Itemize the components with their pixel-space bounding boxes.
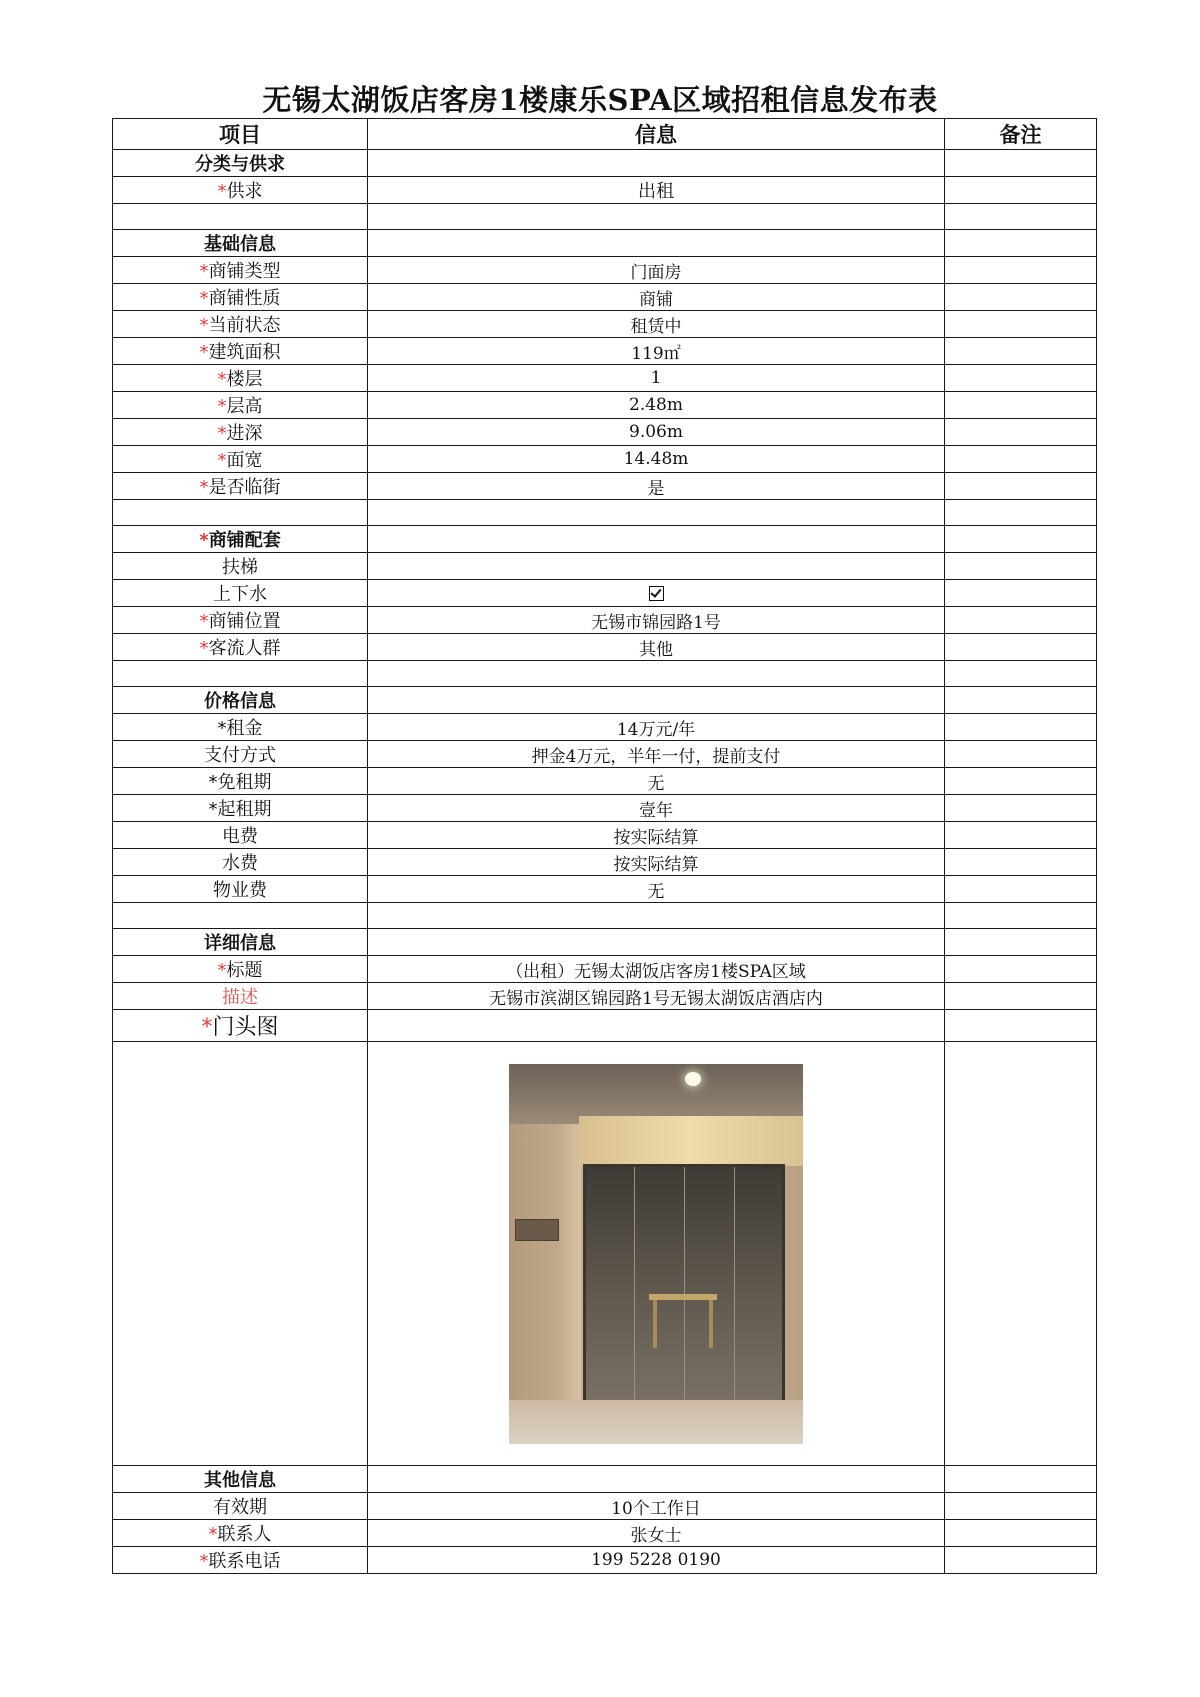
- row-label: [113, 473, 368, 500]
- row-note: [945, 150, 1097, 177]
- photo-row: [113, 1042, 1097, 1466]
- row-value: [368, 661, 945, 687]
- label-text: 上下水: [213, 584, 267, 605]
- row-value: （出租）无锡太湖饭店客房1楼SPA区域: [368, 956, 945, 983]
- required-star: *: [217, 450, 227, 471]
- row-value: 壹年: [368, 795, 945, 822]
- table-row: [113, 741, 1097, 768]
- row-label: [113, 1466, 368, 1493]
- table-row: [113, 661, 1097, 687]
- row-value: [368, 526, 945, 553]
- table-row: [113, 230, 1097, 257]
- row-value: [368, 553, 945, 580]
- table-row: [113, 1010, 1097, 1042]
- label-text: 基础信息: [204, 234, 276, 255]
- row-note: [945, 741, 1097, 768]
- required-star: *: [199, 530, 209, 551]
- label-text: 标题: [226, 960, 263, 981]
- row-value: 2.48m: [368, 392, 945, 419]
- row-note: [945, 1042, 1097, 1466]
- row-label: [113, 956, 368, 983]
- table-row: [113, 526, 1097, 553]
- row-value: [368, 1010, 945, 1042]
- row-note: [945, 1493, 1097, 1520]
- table-header-row: [113, 119, 1097, 150]
- row-value: 按实际结算: [368, 822, 945, 849]
- storefront-photo-cell: [368, 1042, 945, 1466]
- label-text: 供求: [226, 181, 263, 202]
- row-label: [113, 311, 368, 338]
- header-note: 备注: [945, 119, 1097, 150]
- table-row: [113, 500, 1097, 526]
- header-item: 项目: [113, 119, 368, 150]
- row-label: [113, 876, 368, 903]
- row-note: [945, 687, 1097, 714]
- label-text: 层高: [226, 396, 263, 417]
- row-value: 无锡市滨湖区锦园路1号无锡太湖饭店酒店内: [368, 983, 945, 1010]
- row-value: [368, 204, 945, 230]
- row-label: [113, 526, 368, 553]
- row-note: [945, 177, 1097, 204]
- table-row: [113, 204, 1097, 230]
- row-value: [368, 150, 945, 177]
- row-label: [113, 257, 368, 284]
- required-star: *: [199, 315, 209, 336]
- row-note: [945, 661, 1097, 687]
- table-row: [113, 607, 1097, 634]
- storefront-photo: [509, 1064, 803, 1444]
- row-note: [945, 500, 1097, 526]
- table-row: [113, 365, 1097, 392]
- label-text: 电费: [222, 826, 258, 847]
- row-value: 门面房: [368, 257, 945, 284]
- row-note: [945, 1520, 1097, 1547]
- photo-glass-pane-edge: [684, 1167, 685, 1405]
- required-star: *: [217, 396, 227, 417]
- label-text: 支付方式: [204, 745, 276, 766]
- required-star: *: [217, 423, 227, 444]
- photo-table-leg: [709, 1300, 713, 1348]
- row-label: [113, 338, 368, 365]
- row-label: [113, 714, 368, 741]
- row-note: [945, 580, 1097, 607]
- table-row: [113, 311, 1097, 338]
- row-note: [945, 714, 1097, 741]
- table-row: [113, 473, 1097, 500]
- row-value: 14.48m: [368, 446, 945, 473]
- row-note: [945, 1010, 1097, 1042]
- table-row: [113, 150, 1097, 177]
- row-value: 是: [368, 473, 945, 500]
- row-label: [113, 661, 368, 687]
- row-value: [368, 929, 945, 956]
- label-text: 其他信息: [204, 1470, 276, 1491]
- row-note: [945, 849, 1097, 876]
- row-label: [113, 1493, 368, 1520]
- row-label: [113, 634, 368, 661]
- row-note: [945, 956, 1097, 983]
- row-note: [945, 338, 1097, 365]
- label-text: 有效期: [213, 1497, 267, 1518]
- row-note: [945, 1547, 1097, 1574]
- row-label: [113, 822, 368, 849]
- row-label: [113, 983, 368, 1010]
- row-note: [945, 795, 1097, 822]
- row-label: [113, 392, 368, 419]
- table-row: [113, 257, 1097, 284]
- row-value: 按实际结算: [368, 849, 945, 876]
- row-note: [945, 983, 1097, 1010]
- label-text: 联系电话: [208, 1551, 281, 1572]
- row-label: [113, 500, 368, 526]
- photo-glass-pane-edge: [734, 1167, 735, 1405]
- required-star: *: [217, 369, 227, 390]
- required-star: *: [199, 477, 209, 498]
- table-row: [113, 177, 1097, 204]
- table-row: [113, 1493, 1097, 1520]
- table-row: [113, 1547, 1097, 1574]
- row-value: [368, 903, 945, 929]
- row-value: 9.06m: [368, 419, 945, 446]
- label-text: 商铺类型: [208, 261, 281, 282]
- row-note: [945, 392, 1097, 419]
- row-label: [113, 1010, 368, 1042]
- row-note: [945, 903, 1097, 929]
- photo-ceiling: [509, 1064, 803, 1124]
- row-label: [113, 580, 368, 607]
- row-note: [945, 230, 1097, 257]
- row-label: [113, 1042, 368, 1466]
- row-label: [113, 177, 368, 204]
- row-label: [113, 929, 368, 956]
- row-note: [945, 473, 1097, 500]
- table-row: [113, 419, 1097, 446]
- label-text: 描述: [222, 987, 258, 1008]
- row-label: [113, 795, 368, 822]
- row-note: [945, 768, 1097, 795]
- table-row: [113, 446, 1097, 473]
- row-value: 14万元/年: [368, 714, 945, 741]
- table-row: [113, 768, 1097, 795]
- photo-console-table: [649, 1294, 717, 1300]
- required-star: *: [199, 261, 209, 282]
- label-text: 建筑面积: [208, 342, 281, 363]
- label-text: 面宽: [226, 450, 263, 471]
- table-row: [113, 284, 1097, 311]
- label-text: 当前状态: [208, 315, 281, 336]
- row-value: [368, 580, 945, 607]
- photo-table-leg: [653, 1300, 657, 1348]
- row-label: [113, 741, 368, 768]
- row-label: [113, 1547, 368, 1574]
- row-value: [368, 1466, 945, 1493]
- row-value: 无: [368, 876, 945, 903]
- row-label: [113, 365, 368, 392]
- row-note: [945, 929, 1097, 956]
- label-text: 分类与供求: [195, 154, 285, 175]
- table-row: [113, 714, 1097, 741]
- row-note: [945, 365, 1097, 392]
- row-note: [945, 822, 1097, 849]
- row-value: [368, 230, 945, 257]
- row-label: [113, 768, 368, 795]
- label-text: 详细信息: [204, 933, 276, 954]
- row-note: [945, 1466, 1097, 1493]
- photo-pillar: [559, 1124, 581, 1402]
- table-row: [113, 392, 1097, 419]
- row-note: [945, 284, 1097, 311]
- photo-floor: [509, 1400, 803, 1444]
- row-label: [113, 607, 368, 634]
- required-star: *: [199, 342, 209, 363]
- label-text: 客流人群: [208, 638, 281, 659]
- label-text: 物业费: [213, 880, 267, 901]
- row-value: 199 5228 0190: [368, 1547, 945, 1574]
- label-text: 楼层: [226, 369, 263, 390]
- label-text: 扶梯: [222, 557, 258, 578]
- row-note: [945, 526, 1097, 553]
- row-note: [945, 607, 1097, 634]
- table-row: [113, 687, 1097, 714]
- row-label: [113, 687, 368, 714]
- table-row: [113, 956, 1097, 983]
- row-note: [945, 446, 1097, 473]
- row-value: 无: [368, 768, 945, 795]
- table-row: [113, 849, 1097, 876]
- required-star: *: [201, 1015, 213, 1040]
- table-row: [113, 338, 1097, 365]
- required-star: *: [199, 288, 209, 309]
- row-note: [945, 419, 1097, 446]
- row-note: [945, 257, 1097, 284]
- label-text: 商铺配套: [208, 530, 281, 551]
- row-value: 出租: [368, 177, 945, 204]
- table-row: [113, 1466, 1097, 1493]
- row-value: 1: [368, 365, 945, 392]
- row-label: [113, 903, 368, 929]
- row-note: [945, 876, 1097, 903]
- required-star: *: [217, 181, 227, 202]
- table-row: [113, 553, 1097, 580]
- row-label: [113, 284, 368, 311]
- row-value: 119㎡: [368, 338, 945, 365]
- row-value: 租赁中: [368, 311, 945, 338]
- required-star: *: [217, 960, 227, 981]
- row-value: 押金4万元，半年一付，提前支付: [368, 741, 945, 768]
- row-value: 张女士: [368, 1520, 945, 1547]
- required-star: *: [199, 638, 209, 659]
- label-text: 门头图: [212, 1015, 279, 1040]
- row-label: [113, 204, 368, 230]
- row-note: [945, 204, 1097, 230]
- table-row: [113, 580, 1097, 607]
- label-text: 水费: [222, 853, 258, 874]
- label-text: 是否临街: [208, 477, 281, 498]
- row-note: [945, 311, 1097, 338]
- photo-ceiling-lamp: [685, 1072, 701, 1086]
- row-note: [945, 553, 1097, 580]
- photo-door-sign: [515, 1219, 559, 1241]
- row-label: [113, 150, 368, 177]
- checked-box-icon: [649, 586, 664, 601]
- label-text: *免租期: [208, 772, 272, 793]
- label-text: *租金: [217, 718, 263, 739]
- row-label: [113, 553, 368, 580]
- listing-table: [112, 118, 1097, 1574]
- label-text: 商铺位置: [208, 611, 281, 632]
- row-label: [113, 446, 368, 473]
- required-star: *: [208, 1524, 218, 1545]
- row-value: 10个工作日: [368, 1493, 945, 1520]
- label-text: 联系人: [217, 1524, 272, 1545]
- table-row: [113, 983, 1097, 1010]
- required-star: *: [199, 611, 209, 632]
- row-value: [368, 687, 945, 714]
- row-note: [945, 634, 1097, 661]
- row-value: 其他: [368, 634, 945, 661]
- photo-glass-pane-edge: [634, 1167, 635, 1405]
- page-title: 无锡太湖饭店客房1楼康乐SPA区域招租信息发布表: [262, 83, 938, 117]
- table-row: [113, 903, 1097, 929]
- table-row: [113, 822, 1097, 849]
- table-row: [113, 929, 1097, 956]
- row-label: [113, 849, 368, 876]
- header-info: 信息: [368, 119, 945, 150]
- label-text: *起租期: [208, 799, 272, 820]
- label-text: 商铺性质: [208, 288, 281, 309]
- table-row: [113, 795, 1097, 822]
- row-value: 无锡市锦园路1号: [368, 607, 945, 634]
- row-value: [368, 500, 945, 526]
- photo-glass-door: [583, 1164, 785, 1408]
- table-row: [113, 876, 1097, 903]
- row-label: [113, 419, 368, 446]
- label-text: 价格信息: [204, 691, 276, 712]
- row-label: [113, 1520, 368, 1547]
- row-label: [113, 230, 368, 257]
- table-row: [113, 634, 1097, 661]
- photo-lintel: [579, 1116, 803, 1166]
- required-star: *: [199, 1551, 209, 1572]
- table-row: [113, 1520, 1097, 1547]
- label-text: 进深: [226, 423, 263, 444]
- row-value: 商铺: [368, 284, 945, 311]
